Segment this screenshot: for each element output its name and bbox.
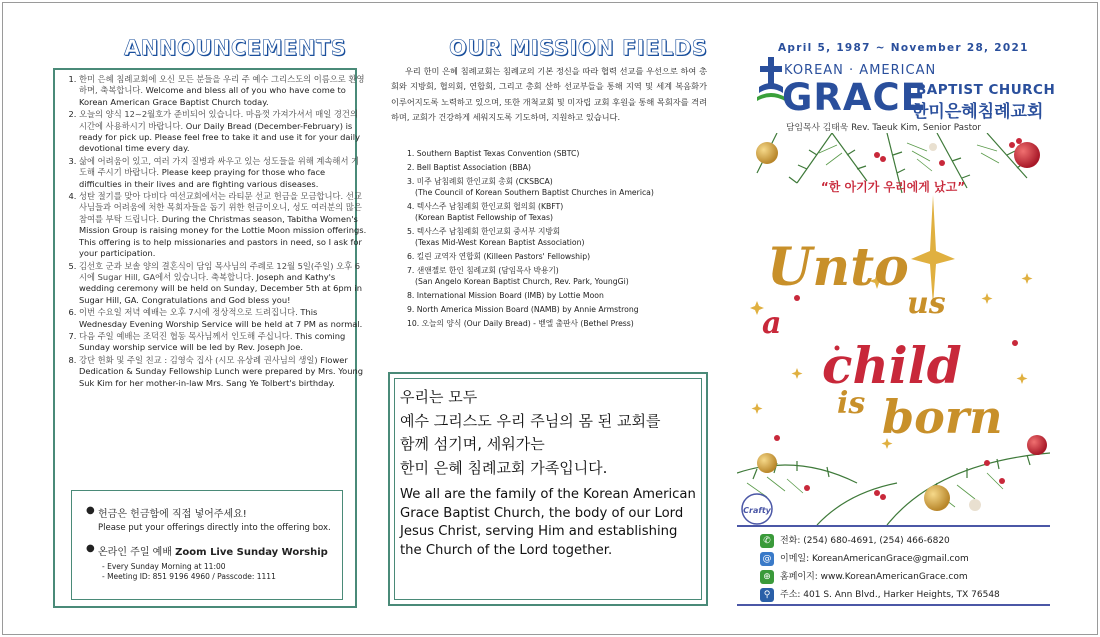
announcement-en: During the Christmas season, Tabitha Women's Mission Group is raising money for the Lottie Moon mission offerings. This offering is to help missionaries and pastors in need, so I ask for your participation. [79,213,367,259]
script-is: is [837,386,866,421]
cover-bottom-divider [737,604,1050,606]
email-icon: @ [760,552,774,566]
announcement-ko: 김선호 군과 보솔 양의 결혼식이 담임 목사님의 주례로 12월 5일(주일) 오후 6시에 Sugar Hill, GA에서 있습니다. 축복합니다. [79,260,361,282]
red-ornament [1014,142,1040,168]
announcement-en: Please keep praying for those who face difficulties in their lives and are fighting various diseases. [79,167,326,189]
zoom-heading [86,543,328,558]
family-box [388,372,708,606]
pine-needles-top [819,143,999,171]
contact-text: 홈페이지: www.KoreanAmericanGrace.com [780,572,968,582]
mission-item-sub: (The Council of Korean Southern Baptist Churches in America) [415,187,654,197]
mission-item-sub: (Korean Baptist Fellowship of Texas) [415,212,554,222]
mission-item [407,266,707,287]
announcement-item [79,331,367,354]
mission-item-main: 5. 텍사스주 남침례회 한인교회 중서부 지방회 [407,226,561,236]
mission-item-main: 7. 샌앤젤로 한인 침례교회 (담임목사 박용기) [407,265,559,275]
logo-korean-american: KOREAN · AMERICAN [784,63,937,78]
zoom-ko: 온라인 주일 예배 [98,547,172,558]
church-dates: April 5, 1987 ~ November 28, 2021 [778,42,1029,54]
mission-item [407,319,707,330]
verse-quote: “한 아기가 우리에게 났고” [820,180,966,194]
zoom-time: - Every Sunday Morning at 11:00 [102,562,226,571]
mission-item [407,305,707,316]
announcement-en: Flower Dedication & Sunday Fellowship Lunch were prepared by Mrs. Young Suk Kim for her mother-in-law Mrs. Sang Ye Tolbert's birthday. [79,354,364,388]
offering-box [71,490,343,600]
announcement-ko: 성탄 절기를 맞아 다비다 여선교회에서는 라티문 선교 헌금을 모금합니다. 선교사님들과 어려움에 처한 목회자들을 돕기 위한 헌금이오니, 성도 여러분의 많은 참여를 부탁 드립니다. [79,191,362,224]
contact-row [760,587,1000,602]
mission-item [407,202,707,223]
announcement-item [79,261,367,307]
offering-en: Please put your offerings directly into the offering box. [98,523,331,533]
announcements-box [53,68,367,608]
family-en: We all are the family of the Korean American Grace Baptist Church, the body of our Lord Jesus Christ, serving Him and establishing the Church of the Lord together. [400,487,696,558]
contact-row [760,551,969,566]
bullet-icon: ● [86,505,95,516]
mission-item-sub: (Texas Mid-West Korean Baptist Association) [415,237,585,247]
announcement-ko: 한미 은혜 침례교회에 오신 모든 분들을 우리 주 예수 그리스도의 이름으로 환영하며, 축복합니다. [79,74,365,96]
announcement-item [79,74,367,108]
script-child: child [822,336,962,395]
family-ko [400,386,696,480]
mission-item [407,163,707,174]
mission-item [407,291,707,302]
crafty-badge-label: Crafty [743,506,771,515]
mission-list [407,149,707,333]
announcement-item [79,156,367,190]
bullet-icon: ● [86,543,95,554]
mission-item-main: 2. Bell Baptist Association (BBA) [407,163,531,173]
announcement-ko: 다음 주일 예배는 조덕진 협동 목사님께서 인도해 주십니다. [79,330,293,341]
mission-item-main: 4. 텍사스주 남침례회 한인교회 협의회 (KBFT) [407,202,564,212]
zoom-meeting: - Meeting ID: 851 9196 4960 / Passcode: 1111 [102,572,276,581]
announcement-ko: 삶에 어려움이 있고, 여러 가지 질병과 싸우고 있는 성도들을 위해 계속해서 기도해 주시기 바랍니다. [79,155,360,178]
announcement-ko: 오늘의 양식 12~2월호가 준비되어 있습니다. 마음껏 가져가셔서 매일 경건의 시간에 사용하시기 바랍니다. [79,109,358,131]
mission-item [407,252,707,263]
script-us: us [907,286,946,321]
announcement-en: Joseph and Kathy's wedding ceremony will be held on Sunday, December 5th at 6pm in Sugar Hill, GA. Congratulations and God bless you! [79,271,362,305]
pine-branch-bottom [737,453,1050,525]
announcement-en: This Wednesday Evening Worship Service will be held at 7 PM as normal. [79,307,363,329]
contact-text: 주소: 401 S. Ann Blvd., Harker Heights, TX 76548 [780,590,1000,600]
mission-item [407,177,707,198]
announcements-title: ANNOUNCEMENTS [124,36,347,60]
script-a: a [762,306,782,341]
logo-baptist-church: BAPTIST CHURCH [916,82,1056,98]
announcement-ko: 강단 헌화 및 주일 친교 : 김영숙 집사 (시모 유상례 권사님의 생일) [79,354,318,365]
mission-intro: 우리 한미 은혜 침례교회는 침례교의 기본 정신을 따라 협력 선교를 우선으로 하여 총회와 지방회, 협의회, 연합회, 그리고 총회 산하 선교부들을 통해 지역 및 세계 복음화가 이루어지도록 노력하고 있으며, 또한 개척교회 및 미자립 교회 후원을 통해 목회자를 격려하며, 교회가 건강하게 세워지도록 기도하며, 지원하고 있습니다. [391,66,707,123]
logo-grace: GRACE [782,76,927,119]
location-icon: ⚲ [760,588,774,602]
logo-korean-name: 한미은혜침례교회 [912,102,1044,122]
family-ko-line: 한미 은혜 침례교회 가족입니다. [400,458,608,477]
announcement-item [79,109,367,155]
phone-icon: ✆ [760,534,774,548]
script-born: born [882,390,1003,444]
offering-ko: 헌금은 헌금함에 직접 넣어주세요! [98,509,247,520]
announcements-list [65,74,367,390]
contact-text: 전화: (254) 680-4691, (254) 466-6820 [780,536,950,546]
contact-row [760,569,968,584]
mission-item-main: 1. Southern Baptist Texas Convention (SBTC) [407,149,580,158]
mission-item-main: 6. 킬린 교역자 연합회 (Killeen Pastors' Fellowship) [407,251,591,261]
contact-text: 이메일: KoreanAmericanGrace@gmail.com [780,554,969,564]
announcement-item [79,191,367,259]
family-ko-line: 함께 섬기며, 세워가는 [400,435,545,453]
senior-pastor: 담임목사 김태욱 Rev. Taeuk Kim, Senior Pastor [786,123,982,133]
church-logo-icon [757,57,785,107]
gold-ornament [924,485,950,511]
crafty-badge [742,494,772,524]
mission-item [407,149,707,160]
red-ornament [1027,435,1047,455]
cover-divider [737,525,1050,527]
offering-notice [86,505,331,533]
mission-item-main: 8. International Mission Board (IMB) by Lottie Moon [407,290,604,300]
contact-row [760,533,950,548]
announcement-item [79,355,367,389]
announcement-en: Welcome and bless all of you who have come to Korean American Grace Baptist Church today. [79,85,346,107]
mission-item [407,227,707,248]
script-unto: Unto [767,237,909,298]
mission-title: OUR MISSION FIELDS [449,36,708,60]
mission-item-main: 10. 오늘의 양식 (Our Daily Bread) - 벧엘 출판사 (Bethel Press) [407,319,634,329]
gold-ornament [756,142,778,164]
announcement-en: Our Daily Bread (December-February) is ready for pick up. Please feel free to take it and use it for your daily devotional time every day. [79,120,361,154]
announcement-ko: 이번 수요일 저녁 예배는 오후 7시에 정상적으로 드려집니다. [79,307,298,318]
mission-item-main: 3. 미주 남침례회 한인교회 총회 (CKSBCA) [407,177,553,187]
gold-ornament [757,453,777,473]
mission-item-main: 9. North America Mission Board (NAMB) by Annie Armstrong [407,304,639,314]
announcement-item [79,307,367,330]
family-ko-line: 우리는 모두 [400,388,478,406]
zoom-notice [86,543,328,582]
family-ko-line: 예수 그리스도 우리 주님의 몸 된 교회를 [400,411,661,430]
mission-item-sub: (San Angelo Korean Baptist Church, Rev. Park, YoungGi) [415,276,629,286]
web-icon: ⊕ [760,570,774,584]
christmas-illustration [737,133,1050,525]
zoom-en: Zoom Live Sunday Worship [175,547,328,558]
announcement-en: This coming Sunday worship service will be led by Rev. Joseph Joe. [79,330,346,353]
